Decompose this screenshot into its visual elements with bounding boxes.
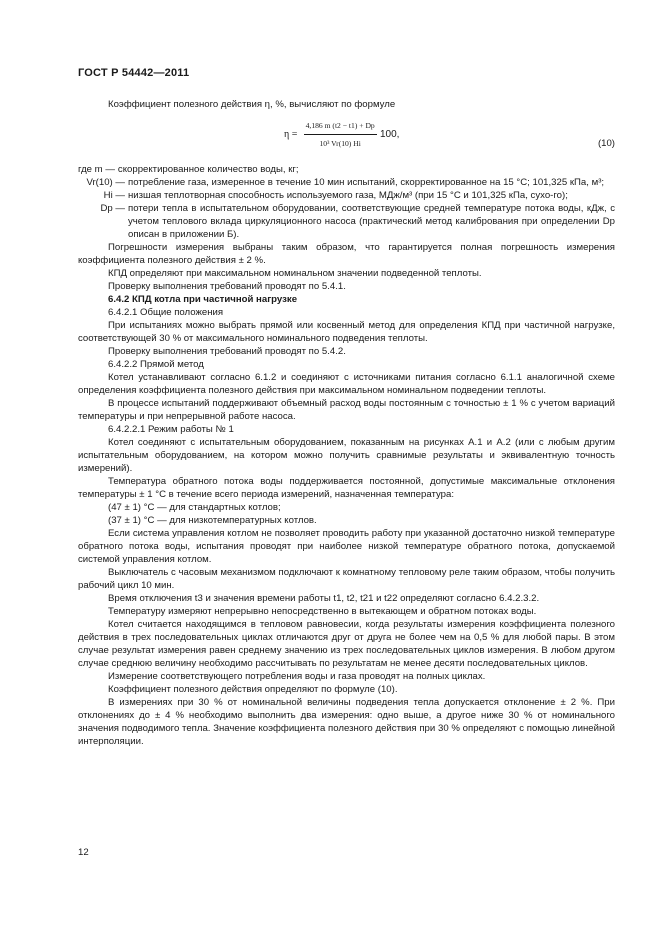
paragraph: Температуру измеряют непрерывно непосредственно в вытекающем и обратном потоках воды.: [108, 606, 537, 617]
formula-lhs: η =: [284, 129, 298, 140]
paragraph: Котел устанавливают согласно 6.1.2 и соединяют с источниками питания согласно 6.1.1 аналогичной схеме определения коэффициента полезного действия при максимальном номинальном подведении теплоты.: [78, 372, 615, 396]
page-number: 12: [78, 847, 89, 858]
paragraph: В измерениях при 30 % от номинальной величины подведения тепла допускается отклонение ± 2 %. При отклонениях до ± 4 % необходимо выполнить два измерения: одно выше, а другое ниже 30 % от номинального значения подводимого тепла. Значение коэффициента полезного действия при 30 % определяют с помощью линейной интерполяции.: [78, 697, 615, 747]
definition-symbol: Hi —: [103, 190, 125, 201]
paragraph: В процессе испытаний поддерживают объемный расход воды постоянным с точностью ± 1 % с учетом вариаций температуры и при непрерывной работе насоса.: [78, 398, 615, 422]
paragraph: Выключатель с часовым механизмом подключают к комнатному тепловому реле таким образом, чтобы получить рабочий цикл 10 мин.: [78, 567, 615, 591]
formula-expression: [284, 119, 399, 150]
formula-denominator: 10³ Vr(10) Hi: [319, 139, 361, 148]
subsection-heading: 6.4.2.1 Общие положения: [108, 307, 224, 318]
definition-symbol: Vr(10) —: [86, 177, 125, 188]
paragraph: Проверку выполнения требований проводят по 5.4.2.: [108, 346, 346, 357]
body-text: [78, 98, 615, 748]
definition-hi: [78, 189, 615, 202]
definition-text: низшая теплотворная способность используемого газа, МДж/м³ (при 15 °С и 101,325 кПа, сухо-го);: [128, 190, 568, 201]
definition-vr10: [78, 176, 615, 189]
paragraph: Котел считается находящимся в тепловом равновесии, когда результаты измерения коэффициента полезного действия в трех последовательных циклах отличаются друг от друга не более чем на 0,5 % для любой пары. В этом случае результат измерения равен среднему значению из трех последовательных циклов измерения. В любом другом случае среднюю величину необходимо рассчитывать по результатам не менее десяти последовательных циклов.: [78, 619, 615, 669]
definition-text: скорректированное количество воды, кг;: [117, 164, 299, 175]
definition-symbol: Dp —: [100, 203, 125, 214]
paragraph: Коэффициент полезного действия определяют по формуле (10).: [108, 684, 398, 695]
subsection-heading: 6.4.2.2.1 Режим работы № 1: [108, 424, 234, 435]
list-item: (47 ± 1) °С — для стандартных котлов;: [108, 502, 281, 513]
formula-fraction: [304, 119, 377, 150]
intro-paragraph: Коэффициент полезного действия η, %, вычисляют по формуле: [108, 99, 396, 110]
formula-10: [78, 111, 615, 163]
paragraph: При испытаниях можно выбрать прямой или косвенный метод для определения КПД при частичной нагрузке, соответствующей 30 % от максимального номинального подведения теплоты.: [78, 320, 615, 344]
definition-text: потребление газа, измеренное в течение 10 мин испытаний, скорректированное на 15 °С; 101,325 кПа, м³;: [128, 177, 605, 188]
paragraph: Если система управления котлом не позволяет проводить работу при указанной достаточно низкой температуре обратного потока воды, испытания проводят при наиболее низкой температуре обратного потока, допускаемой системой управления котлом.: [78, 528, 615, 565]
paragraph: Время отключения t3 и значения времени работы t1, t2, t21 и t22 определяют согласно 6.4.2.3.2.: [108, 593, 540, 604]
paragraph: Котел соединяют с испытательным оборудованием, показанным на рисунках А.1 и А.2 (или с любым другим испытательным оборудованием, на котором можно получить сравнимые результаты и эквивалентную точность измерений).: [78, 437, 615, 474]
equation-number: (10): [597, 138, 615, 149]
definition-dp: [78, 202, 615, 241]
definition-symbol: где m —: [78, 164, 115, 175]
subsection-heading: 6.4.2.2 Прямой метод: [108, 359, 204, 370]
document-header: ГОСТ Р 54442—2011: [78, 67, 190, 79]
formula-numerator: 4,186 m (t2 − t1) + Dp: [304, 119, 377, 135]
definition-m: [78, 163, 615, 176]
paragraph: Температура обратного потока воды поддерживается постоянной, допустимые максимальные отклонения температуры ± 1 °С в течение всего периода измерений, назначенная температура:: [78, 476, 615, 500]
paragraph: Погрешности измерения выбраны таким образом, что гарантируется полная погрешность измерения коэффициента полезного действия ± 2 %.: [78, 242, 615, 266]
paragraph: КПД определяют при максимальном номинальном значении подведенной теплоты.: [108, 268, 482, 279]
formula-tail: 100,: [379, 129, 400, 140]
definition-text: потери тепла в испытательном оборудовании, соответствующие средней температуре потока воды, кДж, с учетом теплового вклада циркуляционного насоса (практический метод калибрования при определении Dp описан в приложении Б).: [128, 203, 615, 240]
paragraph: Измерение соответствующего потребления воды и газа проводят на полных циклах.: [108, 671, 486, 682]
paragraph: Проверку выполнения требований проводят по 5.4.1.: [108, 281, 346, 292]
list-item: (37 ± 1) °С — для низкотемпературных котлов.: [108, 515, 317, 526]
section-heading: 6.4.2 КПД котла при частичной нагрузке: [108, 294, 298, 305]
